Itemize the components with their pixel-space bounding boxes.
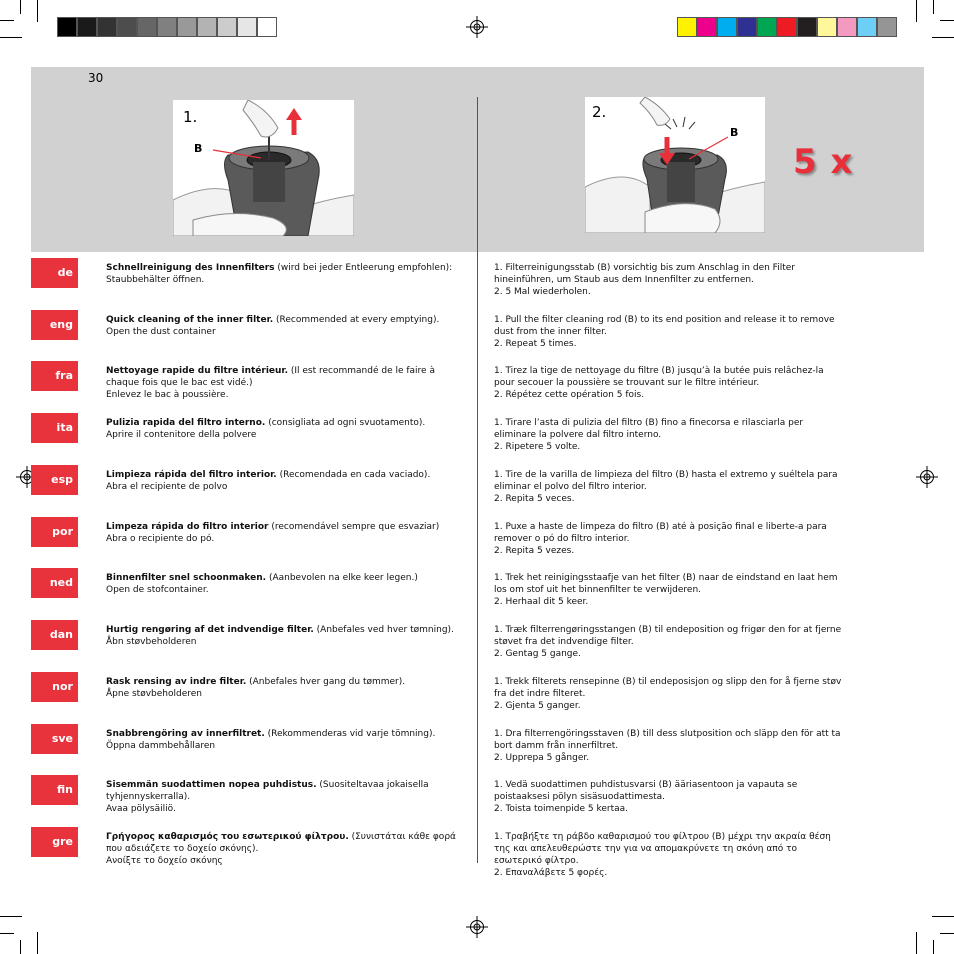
color-swatch (257, 17, 277, 37)
color-swatch (837, 17, 857, 37)
section-intro-eng (106, 314, 461, 338)
color-swatch (197, 17, 217, 37)
color-swatch (117, 17, 137, 37)
filter-release-illustration-icon (585, 97, 765, 233)
section-steps-nor: 1. Trekk filterets rensepinne (B) til endeposisjon og slipp den for å fjerne støv fra det indre filteret. 2. Gjenta 5 ganger. (494, 677, 842, 711)
section-note: (wird bei jeder Entleerung empfohlen): (274, 263, 453, 273)
registration-mark-icon (466, 16, 488, 38)
crop-mark (932, 37, 954, 38)
color-swatch (777, 17, 797, 37)
section-subtitle: Aprire il contenitore della polvere (106, 430, 257, 440)
section-title: Pulizia rapida del filtro interno. (106, 418, 266, 428)
crop-mark (0, 933, 14, 934)
crop-mark (940, 20, 954, 21)
step2-label: 2. (592, 103, 607, 121)
section-subtitle: Enlevez le bac à poussière. (106, 390, 229, 400)
language-tab-ita: ita (31, 413, 78, 443)
section-subtitle: Ανοίξτε το δοχείο σκόνης (106, 856, 223, 866)
section-title: Binnenfilter snel schoonmaken. (106, 573, 267, 583)
section-intro-por (106, 521, 461, 545)
step2-illustration (585, 97, 765, 233)
color-swatch (217, 17, 237, 37)
section-intro-sve (106, 728, 461, 752)
section-steps-por: 1. Puxe a haste de limpeza do filtro (B) até à posição final e liberte-a para remover o pó do filtro interior. 2. Repita 5 vezes. (494, 522, 827, 556)
section-note: (Anbefales ved hver tømning). (313, 625, 454, 635)
section-title: Γρήγορος καθαρισμός του εσωτερικού φίλτρου. (106, 832, 349, 842)
section-steps-esp: 1. Tire de la varilla de limpieza del filtro (B) hasta el extremo y suéltela para eliminar el polvo del filtro interior. 2. Repita 5 veces. (494, 470, 838, 504)
language-tab-esp: esp (31, 465, 78, 495)
crop-mark (933, 940, 934, 954)
section-steps-fin: 1. Vedä suodattimen puhdistusvarsi (B) ääriasentoon ja vapauta se poistaaksesi pölyn sisäsuodattimesta. 2. Toista toimenpide 5 kertaa. (494, 780, 798, 814)
step1-illustration (173, 100, 354, 236)
language-tab-gre: gre (31, 827, 78, 857)
color-swatch (717, 17, 737, 37)
section-note: (consigliata ad ogni svuotamento). (265, 418, 426, 428)
section-subtitle: Avaa pölysäiliö. (106, 804, 176, 814)
section-intro-nor (106, 676, 461, 700)
section-subtitle: Åpne støvbeholderen (106, 689, 202, 699)
color-swatch (857, 17, 877, 37)
section-intro-fra (106, 365, 461, 401)
section-note: (Anbefales hver gang du tømmer). (246, 677, 406, 687)
section-steps-ned: 1. Trek het reinigingsstaafje van het filter (B) naar de eindstand en laat hem los om stof uit het binnenfilter te verwijderen. 2. Herhaal dit 5 keer. (494, 573, 838, 607)
language-tab-nor: nor (31, 672, 78, 702)
grayscale-swatch-bar (57, 17, 277, 37)
language-tab-dan: dan (31, 620, 78, 650)
section-subtitle: Abra el recipiente de polvo (106, 482, 228, 492)
color-swatch (877, 17, 897, 37)
color-swatch (677, 17, 697, 37)
color-swatch (157, 17, 177, 37)
color-swatch (697, 17, 717, 37)
crop-mark (932, 916, 954, 917)
crop-mark (0, 37, 22, 38)
filter-pull-illustration-icon (173, 100, 354, 236)
crop-mark (0, 20, 14, 21)
language-tab-eng: eng (31, 310, 78, 340)
section-title: Snabbrengöring av innerfiltret. (106, 729, 265, 739)
crop-mark (933, 0, 934, 14)
section-steps-eng: 1. Pull the filter cleaning rod (B) to its end position and release it to remove dust from the inner filter. 2. Repeat 5 times. (494, 315, 835, 349)
crop-mark (916, 0, 917, 22)
section-steps-ita: 1. Tirare l’asta di pulizia del filtro (B) fino a finecorsa e rilasciarla per eliminare la polvere dal filtro interno. 2. Ripetere 5 volte. (494, 418, 804, 452)
language-tab-de: de (31, 258, 78, 288)
section-title: Rask rensing av indre filter. (106, 677, 247, 687)
color-swatch (77, 17, 97, 37)
section-note: (Rekommenderas vid varje tömning). (264, 729, 436, 739)
column-divider (477, 97, 478, 863)
section-steps-fra: 1. Tirez la tige de nettoyage du filtre (B) jusqu’à la butée puis relâchez-la pour secouer la poussière se trouvant sur le filtre intérieur. 2. Répétez cette opération 5 fois. (494, 366, 824, 400)
section-intro-esp (106, 469, 461, 493)
section-note: (Recommended at every emptying). (273, 315, 440, 325)
section-note: (Aanbevolen na elke keer legen.) (266, 573, 418, 583)
section-title: Nettoyage rapide du filtre intérieur. (106, 366, 288, 376)
section-note: (Suositeltavaa jokaisella tyhjennyskerralla). (106, 780, 429, 802)
step1-label: 1. (183, 108, 198, 126)
page-number: 30 (88, 71, 104, 85)
section-note: (Recomendada en cada vaciado). (276, 470, 431, 480)
section-steps-gre: 1. Τραβήξτε τη ράβδο καθαρισμού του φίλτρου (B) μέχρι την ακραία θέση της και απελευθερώστε την για να απομακρύνετε τη σκόνη από το εσωτερικό φίλτρο. 2. Επαναλάβετε 5 φορές. (494, 832, 831, 878)
color-swatch (137, 17, 157, 37)
section-note: (recomendável sempre que esvaziar) (268, 522, 440, 532)
section-intro-de (106, 262, 461, 286)
crop-mark (0, 916, 22, 917)
crop-mark (20, 940, 21, 954)
section-subtitle: Öppna dammbehållaren (106, 741, 216, 751)
crop-mark (37, 0, 38, 22)
crop-mark (37, 932, 38, 954)
color-swatch (97, 17, 117, 37)
section-intro-fin (106, 779, 461, 815)
callout-b-label: B (194, 142, 203, 155)
section-steps-dan: 1. Træk filterrengøringsstangen (B) til endeposition og frigør den for at fjerne støvet fra det indvendige filter. 2. Gentag 5 gange. (494, 625, 842, 659)
section-intro-ita (106, 417, 461, 441)
section-steps-sve: 1. Dra filterrengöringsstaven (B) till dess slutposition och släpp den för att ta bort damm från innerfiltret. 2. Upprepa 5 gånger. (494, 729, 841, 763)
language-tab-por: por (31, 517, 78, 547)
color-swatch-bar (677, 17, 897, 37)
repeat-count-label: 5 x (793, 142, 854, 182)
color-swatch (237, 17, 257, 37)
crop-mark (916, 932, 917, 954)
registration-mark-icon (466, 916, 488, 938)
section-intro-dan (106, 624, 461, 648)
section-subtitle: Open de stofcontainer. (106, 585, 209, 595)
color-swatch (737, 17, 757, 37)
color-swatch (817, 17, 837, 37)
section-intro-ned (106, 572, 461, 596)
language-tab-fin: fin (31, 775, 78, 805)
section-title: Sisemmän suodattimen nopea puhdistus. (106, 780, 317, 790)
language-tab-fra: fra (31, 361, 78, 391)
crop-mark (940, 933, 954, 934)
registration-mark-icon (916, 466, 938, 488)
color-swatch (57, 17, 77, 37)
callout-b-label: B (730, 126, 739, 139)
section-title: Hurtig rengøring af det indvendige filter. (106, 625, 314, 635)
section-title: Limpieza rápida del filtro interior. (106, 470, 277, 480)
section-title: Quick cleaning of the inner filter. (106, 315, 274, 325)
language-tab-sve: sve (31, 724, 78, 754)
section-steps-de: 1. Filterreinigungsstab (B) vorsichtig bis zum Anschlag in den Filter hineinführen, um Staub aus dem Innenfilter zu entfernen. 2. 5 Mal wiederholen. (494, 263, 795, 297)
section-title: Limpeza rápida do filtro interior (106, 522, 269, 532)
section-subtitle: Open the dust container (106, 327, 216, 337)
section-subtitle: Staubbehälter öffnen. (106, 275, 205, 285)
section-subtitle: Abra o recipiente do pó. (106, 534, 215, 544)
section-note: (Συνιστάται κάθε φορά που αδειάζετε το δοχείο σκόνης). (106, 832, 456, 854)
crop-mark (20, 0, 21, 14)
section-intro-gre (106, 831, 461, 867)
color-swatch (797, 17, 817, 37)
section-title: Schnellreinigung des Innenfilters (106, 263, 275, 273)
color-swatch (177, 17, 197, 37)
color-swatch (757, 17, 777, 37)
section-note: (Il est recommandé de le faire à chaque fois que le bac est vidé.) (106, 366, 435, 388)
section-subtitle: Åbn støvbeholderen (106, 637, 197, 647)
language-tab-ned: ned (31, 568, 78, 598)
